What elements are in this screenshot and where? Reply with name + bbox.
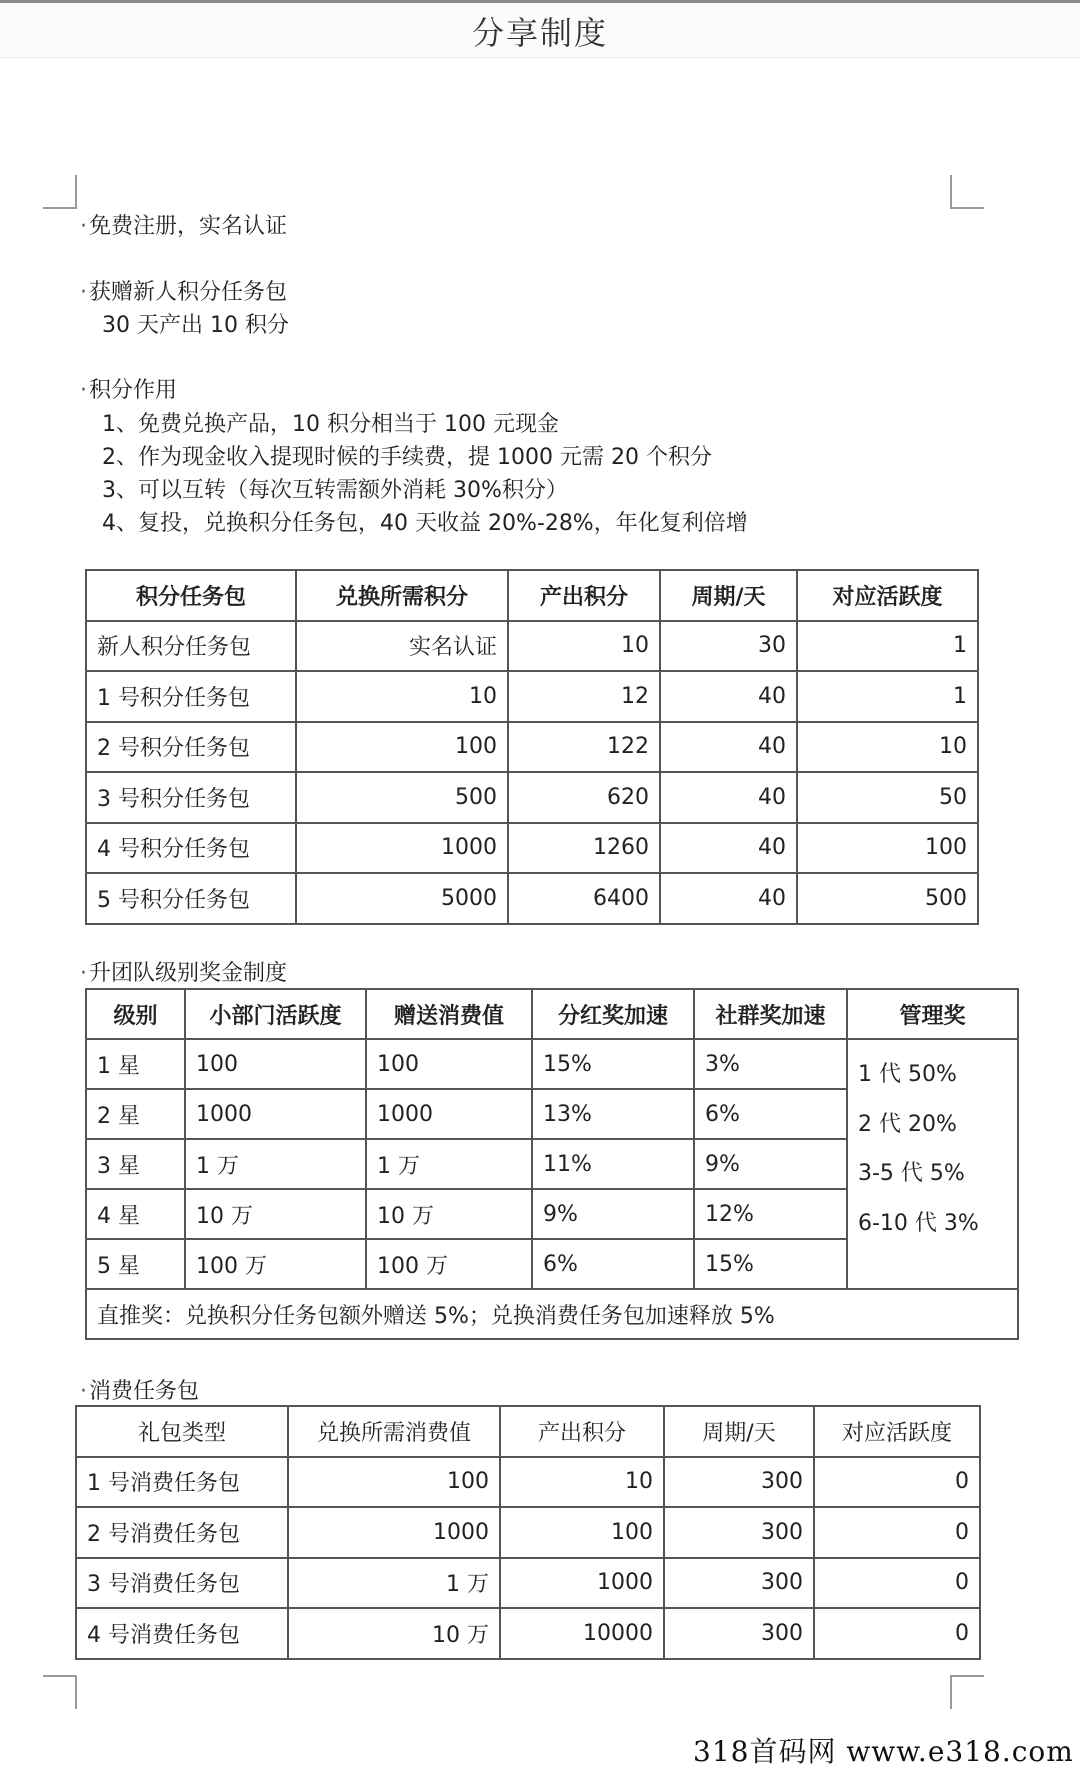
- table-cell: 4 星: [86, 1189, 185, 1239]
- intro-register: · 免费注册，实名认证: [80, 209, 287, 240]
- intro-newbie-output: 30 天产出 10 积分: [102, 313, 289, 338]
- table-cell: 2 星: [86, 1089, 185, 1139]
- table-cell: 10000: [500, 1608, 664, 1659]
- points-task-table: [85, 569, 979, 925]
- table-row: [76, 1507, 980, 1558]
- table-cell: 500: [797, 873, 978, 924]
- table-cell: 300: [664, 1457, 814, 1508]
- column-header: 兑换所需积分: [296, 570, 508, 621]
- management-bonus-item: 1 代 50%: [858, 1062, 957, 1087]
- table-cell: 3 号消费任务包: [76, 1558, 288, 1609]
- page-corner-bottom-left: [43, 1675, 77, 1709]
- table-cell: 5 号积分任务包: [86, 873, 296, 924]
- table-cell: 40: [660, 823, 797, 874]
- table-row: [86, 823, 978, 874]
- table-cell: 1 万: [288, 1558, 500, 1609]
- table-cell: 15%: [694, 1239, 847, 1289]
- management-bonus-item: 6-10 代 3%: [858, 1210, 979, 1236]
- team-section-title: · 升团队级别奖金制度: [80, 956, 287, 987]
- table-cell: 300: [664, 1558, 814, 1609]
- table-cell: 9%: [694, 1139, 847, 1189]
- table-row: [86, 873, 978, 924]
- table-cell: 100: [500, 1507, 664, 1558]
- table-cell: 40: [660, 671, 797, 722]
- table-cell: 3 号积分任务包: [86, 772, 296, 823]
- team-level-table: [85, 988, 1019, 1340]
- direct-referral-bonus: 直推奖：兑换积分任务包额外赠送 5%；兑换消费任务包加速释放 5%: [86, 1289, 1018, 1339]
- table-header-row: [86, 570, 978, 621]
- table-header-row: [76, 1406, 980, 1457]
- table-header-row: [86, 989, 1018, 1039]
- table-cell: 2 号积分任务包: [86, 722, 296, 773]
- table-cell: 1 万: [185, 1139, 366, 1189]
- table-cell: 新人积分任务包: [86, 621, 296, 672]
- table-cell: 0: [814, 1507, 980, 1558]
- document-title: 分享制度: [471, 14, 608, 52]
- table-cell: 100 万: [185, 1239, 366, 1289]
- usage-item: 3、可以互转（每次互转需额外消耗 30%积分）: [102, 478, 568, 503]
- table-cell: 1000: [366, 1089, 532, 1139]
- column-header: 级别: [86, 989, 185, 1039]
- consume-section-title: · 消费任务包: [80, 1374, 199, 1405]
- column-header: 兑换所需消费值: [288, 1406, 500, 1457]
- table-cell: 100: [288, 1457, 500, 1508]
- table-cell: 13%: [532, 1089, 694, 1139]
- column-header: 积分任务包: [86, 570, 296, 621]
- page-corner-top-right: [950, 175, 984, 209]
- table-cell: 10: [508, 621, 660, 672]
- table-cell: 10 万: [288, 1608, 500, 1659]
- table-cell: 4 号消费任务包: [76, 1608, 288, 1659]
- table-cell: 1 号积分任务包: [86, 671, 296, 722]
- page-corner-top-left: [43, 175, 77, 209]
- table-cell: 15%: [532, 1039, 694, 1089]
- table-cell: 1000: [185, 1089, 366, 1139]
- page-corner-bottom-right: [950, 1675, 984, 1709]
- usage-item: 2、作为现金收入提现时候的手续费，提 1000 元需 20 个积分: [102, 445, 712, 470]
- table-row: [76, 1558, 980, 1609]
- usage-item: 4、复投，兑换积分任务包，40 天收益 20%-28%，年化复利倍增: [102, 511, 748, 536]
- table-cell: 11%: [532, 1139, 694, 1189]
- table-cell: 10: [296, 671, 508, 722]
- table-cell: 300: [664, 1507, 814, 1558]
- table-cell: 300: [664, 1608, 814, 1659]
- table-cell: 620: [508, 772, 660, 823]
- table-cell: 12%: [694, 1189, 847, 1239]
- column-header: 对应活跃度: [814, 1406, 980, 1457]
- column-header: 社群奖加速: [694, 989, 847, 1039]
- table-row: [76, 1608, 980, 1659]
- table-cell: 3%: [694, 1039, 847, 1089]
- table-row: [86, 722, 978, 773]
- table-cell: 5 星: [86, 1239, 185, 1289]
- column-header: 小部门活跃度: [185, 989, 366, 1039]
- management-bonus-item: 3-5 代 5%: [858, 1161, 965, 1186]
- usage-item: 1、免费兑换产品，10 积分相当于 100 元现金: [102, 412, 559, 437]
- column-header: 周期/天: [660, 570, 797, 621]
- table-cell: 5000: [296, 873, 508, 924]
- table-cell: 4 号积分任务包: [86, 823, 296, 874]
- table-cell: 30: [660, 621, 797, 672]
- table-cell: 40: [660, 873, 797, 924]
- table-cell: 2 号消费任务包: [76, 1507, 288, 1558]
- table-row: [86, 621, 978, 672]
- column-header: 赠送消费值: [366, 989, 532, 1039]
- table-cell: 0: [814, 1558, 980, 1609]
- table-cell: 9%: [532, 1189, 694, 1239]
- table-cell: 100: [185, 1039, 366, 1089]
- column-header: 礼包类型: [76, 1406, 288, 1457]
- table-cell: 10 万: [185, 1189, 366, 1239]
- intro-newbie-pack: · 获赠新人积分任务包: [80, 275, 287, 306]
- table-cell: 1000: [296, 823, 508, 874]
- management-bonus-item: 2 代 20%: [858, 1111, 957, 1137]
- table-cell: 500: [296, 772, 508, 823]
- intro-points-usage: · 积分作用: [80, 373, 177, 404]
- table-row: [86, 671, 978, 722]
- table-cell: 6%: [532, 1239, 694, 1289]
- table-footer-row: [86, 1289, 1018, 1339]
- table-cell: 1 星: [86, 1039, 185, 1089]
- column-header: 对应活跃度: [797, 570, 978, 621]
- management-bonus-cell: [847, 1039, 1018, 1289]
- table-cell: 1: [797, 621, 978, 672]
- table-cell: 100: [296, 722, 508, 773]
- column-header: 分红奖加速: [532, 989, 694, 1039]
- column-header: 管理奖: [847, 989, 1018, 1039]
- table-row: [86, 772, 978, 823]
- column-header: 产出积分: [508, 570, 660, 621]
- table-cell: 40: [660, 722, 797, 773]
- table-cell: 1 万: [366, 1139, 532, 1189]
- consume-task-table: [75, 1405, 981, 1660]
- table-cell: 实名认证: [296, 621, 508, 672]
- table-cell: 10 万: [366, 1189, 532, 1239]
- table-cell: 6400: [508, 873, 660, 924]
- table-cell: 100 万: [366, 1239, 532, 1289]
- table-cell: 1 号消费任务包: [76, 1457, 288, 1508]
- table-cell: 1000: [500, 1558, 664, 1609]
- table-cell: 100: [366, 1039, 532, 1089]
- table-cell: 50: [797, 772, 978, 823]
- table-row: [76, 1457, 980, 1508]
- table-cell: 122: [508, 722, 660, 773]
- table-row: [86, 1039, 1018, 1089]
- table-cell: 3 星: [86, 1139, 185, 1189]
- table-cell: 10: [797, 722, 978, 773]
- table-cell: 0: [814, 1457, 980, 1508]
- column-header: 周期/天: [664, 1406, 814, 1457]
- table-cell: 0: [814, 1608, 980, 1659]
- table-cell: 12: [508, 671, 660, 722]
- table-cell: 40: [660, 772, 797, 823]
- site-watermark: 318首码网 www.e318.com: [693, 1735, 1074, 1768]
- column-header: 产出积分: [500, 1406, 664, 1457]
- table-cell: 10: [500, 1457, 664, 1508]
- table-cell: 1260: [508, 823, 660, 874]
- table-cell: 1: [797, 671, 978, 722]
- table-cell: 6%: [694, 1089, 847, 1139]
- table-cell: 1000: [288, 1507, 500, 1558]
- table-cell: 100: [797, 823, 978, 874]
